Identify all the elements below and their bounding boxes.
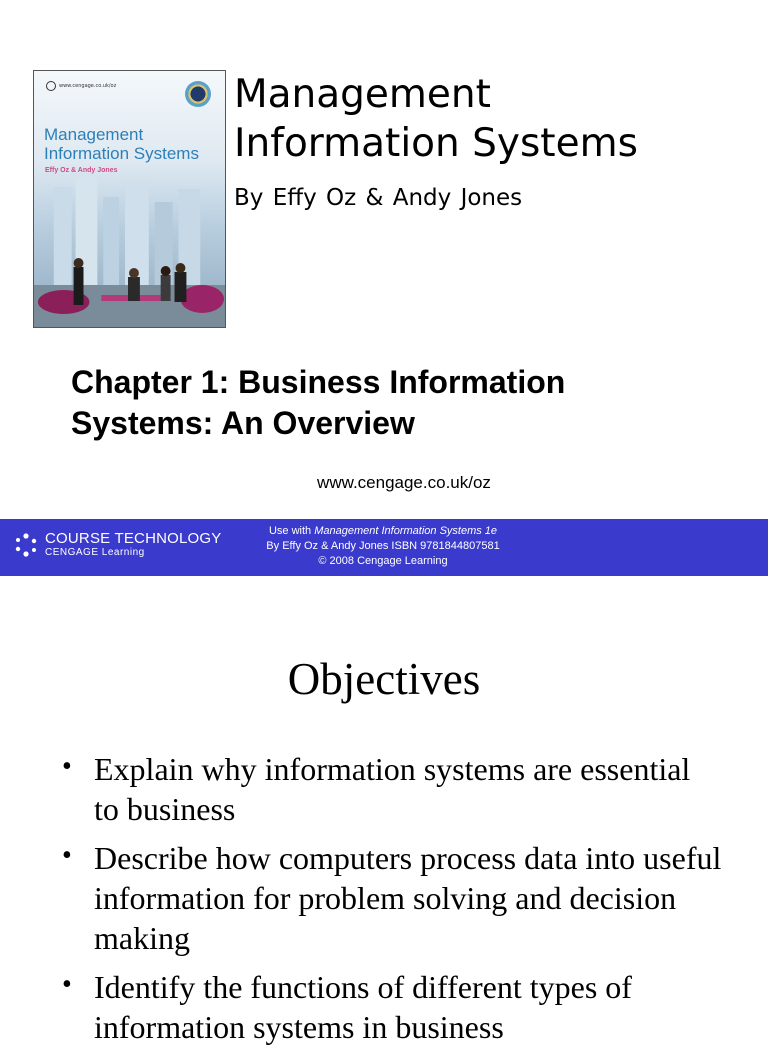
cover-title: Management Information Systems <box>44 125 199 163</box>
objectives-list <box>62 749 722 1056</box>
website-url: www.cengage.co.uk/oz <box>317 473 491 492</box>
copyright: © 2008 Cengage Learning <box>318 555 448 567</box>
bullet-icon: • <box>62 969 72 1000</box>
bullet-icon: • <box>62 751 72 782</box>
book-cover-image <box>33 70 226 328</box>
slide-title: Objectives <box>287 654 481 704</box>
cengage-pinwheel-icon <box>13 532 39 558</box>
cover-authors: Effy Oz & Andy Jones <box>45 167 118 174</box>
publication-info <box>238 524 528 569</box>
objectives-slide <box>0 580 768 1045</box>
list-item: • Explain why information systems are essential to business <box>62 749 722 829</box>
award-seal-icon <box>185 81 211 107</box>
logo-line-1: COURSE TECHNOLOGY <box>45 530 222 547</box>
use-with-title: Management Information Systems 1e <box>314 525 498 537</box>
logo-line-2: CENGAGE Learning <box>45 547 145 558</box>
bullet-icon: • <box>62 840 72 871</box>
cover-website: www.cengage.co.uk/oz <box>46 81 116 91</box>
course-technology-logo <box>13 531 222 558</box>
list-item: • Identify the functions of different types of information systems in business <box>62 967 722 1047</box>
use-with-prefix: Use with <box>268 525 315 537</box>
chapter-heading: Chapter 1: Business Information Systems: An Overview <box>71 364 566 441</box>
authors-isbn: By Effy Oz & Andy Jones ISBN 9781844807581 <box>266 540 500 552</box>
book-title: Management Information Systems <box>234 72 638 166</box>
cover-photo-illustration <box>34 177 225 327</box>
publisher-footer <box>0 519 768 576</box>
book-byline: By Effy Oz & Andy Jones <box>234 185 523 211</box>
list-item: • Describe how computers process data into useful information for problem solving and decision making <box>62 838 722 958</box>
at-logo-icon <box>46 81 56 91</box>
